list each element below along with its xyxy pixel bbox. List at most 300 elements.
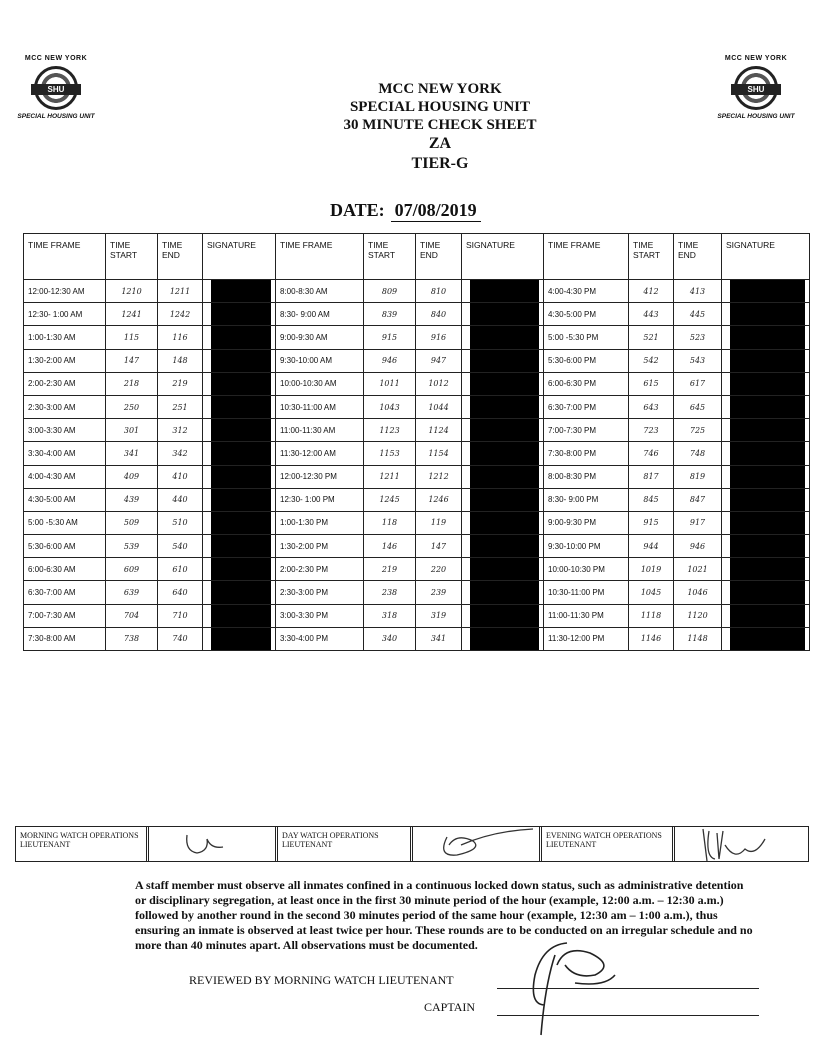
time-frame-cell: 10:30-11:00 AM xyxy=(276,395,364,418)
signature-cell xyxy=(722,465,810,488)
logo-unit-text: SPECIAL HOUSING UNIT xyxy=(717,113,795,120)
time-frame-cell: 7:30-8:00 AM xyxy=(24,627,106,650)
time-frame-cell: 2:30-3:00 PM xyxy=(276,581,364,604)
date-value: 07/08/2019 xyxy=(391,200,481,222)
time-frame-cell: 6:30-7:00 AM xyxy=(24,581,106,604)
time-frame-cell: 11:30-12:00 AM xyxy=(276,442,364,465)
time-start-cell[interactable]: 845 xyxy=(629,488,674,511)
signature-cell xyxy=(722,280,810,303)
redacted-signature xyxy=(211,326,271,349)
signature-cell xyxy=(203,627,276,650)
time-frame-cell: 1:00-1:30 PM xyxy=(276,511,364,534)
time-frame-cell: 2:00-2:30 PM xyxy=(276,558,364,581)
time-end-cell[interactable]: 1124 xyxy=(416,419,462,442)
col-time-end: TIME END xyxy=(416,234,462,280)
time-start-cell[interactable]: 944 xyxy=(629,535,674,558)
time-end-cell[interactable]: 1148 xyxy=(674,627,722,650)
time-start-cell[interactable]: 1245 xyxy=(364,488,416,511)
redacted-signature xyxy=(211,627,271,650)
redacted-signature xyxy=(730,395,805,418)
time-end-cell[interactable]: 342 xyxy=(158,442,203,465)
time-frame-cell: 3:00-3:30 PM xyxy=(276,604,364,627)
table-row xyxy=(24,511,810,534)
redacted-signature xyxy=(730,280,805,303)
table-row xyxy=(24,604,810,627)
table-row xyxy=(24,535,810,558)
redacted-signature xyxy=(730,326,805,349)
time-end-cell[interactable]: 917 xyxy=(674,511,722,534)
evening-watch-label: EVENING WATCH OPERATIONS LIEUTENANT xyxy=(546,831,662,849)
time-frame-cell: 9:00-9:30 AM xyxy=(276,326,364,349)
signature-cell xyxy=(462,604,544,627)
time-start-cell[interactable]: 1118 xyxy=(629,604,674,627)
redacted-signature xyxy=(470,581,539,604)
time-frame-cell: 7:30-8:00 PM xyxy=(544,442,629,465)
redacted-signature xyxy=(730,372,805,395)
redacted-signature xyxy=(470,627,539,650)
table-row xyxy=(24,280,810,303)
signature-cell xyxy=(722,395,810,418)
redacted-signature xyxy=(730,604,805,627)
redacted-signature xyxy=(470,558,539,581)
time-frame-cell: 8:00-8:30 PM xyxy=(544,465,629,488)
time-frame-cell: 3:00-3:30 AM xyxy=(24,419,106,442)
time-end-cell[interactable]: 1012 xyxy=(416,372,462,395)
signature-cell xyxy=(203,395,276,418)
handwritten-signature-icon xyxy=(675,827,801,861)
title-line-5: TIER-G xyxy=(411,155,469,172)
signature-cell xyxy=(203,581,276,604)
time-end-cell[interactable]: 725 xyxy=(674,419,722,442)
signature-cell xyxy=(203,535,276,558)
signature-cell xyxy=(203,349,276,372)
signature-cell xyxy=(203,280,276,303)
time-start-cell[interactable]: 542 xyxy=(629,349,674,372)
redacted-signature xyxy=(470,604,539,627)
time-end-cell[interactable]: 840 xyxy=(416,303,462,326)
time-end-cell[interactable]: 510 xyxy=(158,511,203,534)
logo-org-text: MCC NEW YORK xyxy=(24,55,88,62)
signature-cell xyxy=(203,558,276,581)
signature-cell xyxy=(722,558,810,581)
time-start-cell[interactable]: 1011 xyxy=(364,372,416,395)
time-frame-cell: 4:30-5:00 AM xyxy=(24,488,106,511)
redacted-signature xyxy=(470,303,539,326)
title-line-2: SPECIAL HOUSING UNIT xyxy=(349,99,531,115)
date-field xyxy=(330,200,481,222)
signature-cell xyxy=(722,535,810,558)
signature-cell xyxy=(462,395,544,418)
table-row xyxy=(24,442,810,465)
time-end-cell[interactable]: 1212 xyxy=(416,465,462,488)
check-table xyxy=(23,233,810,651)
time-frame-cell: 4:30-5:00 PM xyxy=(544,303,629,326)
time-start-cell[interactable]: 746 xyxy=(629,442,674,465)
time-start-cell[interactable]: 1210 xyxy=(106,280,158,303)
time-start-cell[interactable]: 1211 xyxy=(364,465,416,488)
time-frame-cell: 6:00-6:30 PM xyxy=(544,372,629,395)
shu-seal-icon: SHU xyxy=(734,66,778,110)
time-end-cell[interactable]: 946 xyxy=(674,535,722,558)
redacted-signature xyxy=(470,395,539,418)
col-time-end: TIME END xyxy=(158,234,203,280)
time-end-cell[interactable]: 710 xyxy=(158,604,203,627)
time-start-cell[interactable]: 219 xyxy=(364,558,416,581)
time-end-cell[interactable]: 148 xyxy=(158,349,203,372)
table-row xyxy=(24,465,810,488)
signature-cell xyxy=(722,349,810,372)
redacted-signature xyxy=(470,372,539,395)
signature-cell xyxy=(722,326,810,349)
time-frame-cell: 11:30-12:00 PM xyxy=(544,627,629,650)
redacted-signature xyxy=(211,303,271,326)
reviewed-by-label: REVIEWED BY MORNING WATCH LIEUTENANT xyxy=(189,973,454,987)
time-frame-cell: 6:30-7:00 PM xyxy=(544,395,629,418)
time-start-cell[interactable]: 1153 xyxy=(364,442,416,465)
time-end-cell[interactable]: 847 xyxy=(674,488,722,511)
redacted-signature xyxy=(730,511,805,534)
signature-cell xyxy=(203,419,276,442)
signature-cell xyxy=(203,465,276,488)
time-frame-cell: 3:30-4:00 AM xyxy=(24,442,106,465)
table-header-row xyxy=(24,234,810,280)
handwritten-signature-icon xyxy=(149,827,275,861)
time-start-cell[interactable]: 643 xyxy=(629,395,674,418)
redacted-signature xyxy=(470,326,539,349)
signature-cell xyxy=(462,372,544,395)
time-frame-cell: 9:00-9:30 PM xyxy=(544,511,629,534)
time-frame-cell: 5:30-6:00 AM xyxy=(24,535,106,558)
title-line-4: ZA xyxy=(428,135,452,152)
redacted-signature xyxy=(470,442,539,465)
time-frame-cell: 5:00 -5:30 AM xyxy=(24,511,106,534)
redacted-signature xyxy=(470,419,539,442)
signature-cell xyxy=(203,488,276,511)
time-end-cell[interactable]: 1021 xyxy=(674,558,722,581)
signature-cell xyxy=(203,303,276,326)
redacted-signature xyxy=(211,349,271,372)
time-end-cell[interactable]: 916 xyxy=(416,326,462,349)
col-time-end: TIME END xyxy=(674,234,722,280)
handwritten-signature-icon xyxy=(413,827,539,861)
time-frame-cell: 8:30- 9:00 AM xyxy=(276,303,364,326)
redacted-signature xyxy=(211,442,271,465)
document-title xyxy=(250,80,630,174)
signature-cell xyxy=(462,511,544,534)
signature-cell xyxy=(462,442,544,465)
time-end-cell[interactable]: 445 xyxy=(674,303,722,326)
time-end-cell[interactable]: 1044 xyxy=(416,395,462,418)
time-end-cell[interactable]: 740 xyxy=(158,627,203,650)
time-frame-cell: 10:00-10:30 PM xyxy=(544,558,629,581)
table-row xyxy=(24,581,810,604)
title-line-3: 30 MINUTE CHECK SHEET xyxy=(343,117,537,133)
time-end-cell[interactable]: 523 xyxy=(674,326,722,349)
time-start-cell[interactable]: 443 xyxy=(629,303,674,326)
time-start-cell[interactable]: 704 xyxy=(106,604,158,627)
redacted-signature xyxy=(211,395,271,418)
time-frame-cell: 11:00-11:30 PM xyxy=(544,604,629,627)
redacted-signature xyxy=(211,558,271,581)
time-start-cell[interactable]: 1043 xyxy=(364,395,416,418)
title-line-1: MCC NEW YORK xyxy=(378,81,502,97)
time-end-cell[interactable]: 119 xyxy=(416,511,462,534)
time-end-cell[interactable]: 610 xyxy=(158,558,203,581)
time-start-cell[interactable]: 318 xyxy=(364,604,416,627)
signature-cell xyxy=(722,511,810,534)
signature-cell xyxy=(722,419,810,442)
time-frame-cell: 7:00-7:30 AM xyxy=(24,604,106,627)
table-row xyxy=(24,372,810,395)
redacted-signature xyxy=(211,488,271,511)
signature-cell xyxy=(462,349,544,372)
table-row xyxy=(24,419,810,442)
signature-cell xyxy=(203,442,276,465)
time-start-cell[interactable]: 639 xyxy=(106,581,158,604)
captain-label: CAPTAIN xyxy=(424,1000,476,1014)
time-frame-cell: 1:00-1:30 AM xyxy=(24,326,106,349)
time-end-cell[interactable]: 810 xyxy=(416,280,462,303)
signature-cell xyxy=(462,419,544,442)
time-start-cell[interactable]: 946 xyxy=(364,349,416,372)
redacted-signature xyxy=(730,349,805,372)
date-label: DATE: xyxy=(330,200,385,220)
time-end-cell[interactable]: 413 xyxy=(674,280,722,303)
time-end-cell[interactable]: 1154 xyxy=(416,442,462,465)
time-start-cell[interactable]: 301 xyxy=(106,419,158,442)
table-row xyxy=(24,488,810,511)
time-end-cell[interactable]: 1246 xyxy=(416,488,462,511)
time-start-cell[interactable]: 412 xyxy=(629,280,674,303)
time-frame-cell: 3:30-4:00 PM xyxy=(276,627,364,650)
time-start-cell[interactable]: 738 xyxy=(106,627,158,650)
time-end-cell[interactable]: 947 xyxy=(416,349,462,372)
signature-cell xyxy=(462,627,544,650)
time-frame-cell: 8:30- 9:00 PM xyxy=(544,488,629,511)
time-frame-cell: 2:00-2:30 AM xyxy=(24,372,106,395)
redacted-signature xyxy=(470,511,539,534)
time-end-cell[interactable]: 116 xyxy=(158,326,203,349)
time-end-cell[interactable]: 540 xyxy=(158,535,203,558)
time-frame-cell: 12:30- 1:00 PM xyxy=(276,488,364,511)
time-frame-cell: 1:30-2:00 AM xyxy=(24,349,106,372)
time-end-cell[interactable]: 341 xyxy=(416,627,462,650)
time-frame-cell: 9:30-10:00 AM xyxy=(276,349,364,372)
signature-cell xyxy=(462,326,544,349)
time-end-cell[interactable]: 440 xyxy=(158,488,203,511)
col-time-start: TIME START xyxy=(364,234,416,280)
signature-cell xyxy=(722,488,810,511)
time-frame-cell: 12:00-12:30 PM xyxy=(276,465,364,488)
time-start-cell[interactable]: 539 xyxy=(106,535,158,558)
time-frame-cell: 5:30-6:00 PM xyxy=(544,349,629,372)
time-start-cell[interactable]: 1045 xyxy=(629,581,674,604)
time-end-cell[interactable]: 312 xyxy=(158,419,203,442)
logo-right xyxy=(706,55,806,120)
time-start-cell[interactable]: 238 xyxy=(364,581,416,604)
time-start-cell[interactable]: 340 xyxy=(364,627,416,650)
time-frame-cell: 2:30-3:00 AM xyxy=(24,395,106,418)
redacted-signature xyxy=(211,372,271,395)
time-frame-cell: 10:00-10:30 AM xyxy=(276,372,364,395)
col-signature: SIGNATURE xyxy=(722,234,810,280)
time-start-cell[interactable]: 809 xyxy=(364,280,416,303)
redacted-signature xyxy=(730,488,805,511)
redacted-signature xyxy=(730,581,805,604)
shu-seal-icon: SHU xyxy=(34,66,78,110)
time-start-cell[interactable]: 147 xyxy=(106,349,158,372)
redacted-signature xyxy=(730,419,805,442)
redacted-signature xyxy=(211,465,271,488)
signature-cell xyxy=(722,627,810,650)
time-start-cell[interactable]: 341 xyxy=(106,442,158,465)
time-start-cell[interactable]: 1146 xyxy=(629,627,674,650)
time-frame-cell: 10:30-11:00 PM xyxy=(544,581,629,604)
logo-left xyxy=(6,55,106,120)
col-signature: SIGNATURE xyxy=(203,234,276,280)
time-frame-cell: 4:00-4:30 AM xyxy=(24,465,106,488)
signature-cell xyxy=(722,303,810,326)
time-start-cell[interactable]: 839 xyxy=(364,303,416,326)
signature-cell xyxy=(462,581,544,604)
time-frame-cell: 8:00-8:30 AM xyxy=(276,280,364,303)
time-end-cell[interactable]: 219 xyxy=(158,372,203,395)
time-start-cell[interactable]: 723 xyxy=(629,419,674,442)
time-frame-cell: 11:00-11:30 AM xyxy=(276,419,364,442)
time-start-cell[interactable]: 409 xyxy=(106,465,158,488)
table-row xyxy=(24,395,810,418)
morning-watch-label: MORNING WATCH OPERATIONS LIEUTENANT xyxy=(20,831,139,849)
evening-watch-signature xyxy=(672,827,804,861)
redacted-signature xyxy=(470,349,539,372)
reviewer-signature-icon xyxy=(495,935,645,1045)
time-end-cell[interactable]: 319 xyxy=(416,604,462,627)
time-end-cell[interactable]: 645 xyxy=(674,395,722,418)
time-start-cell[interactable]: 1241 xyxy=(106,303,158,326)
morning-watch-signature xyxy=(146,827,278,861)
time-frame-cell: 1:30-2:00 PM xyxy=(276,535,364,558)
time-end-cell[interactable]: 819 xyxy=(674,465,722,488)
col-time-frame: TIME FRAME xyxy=(544,234,629,280)
time-end-cell[interactable]: 640 xyxy=(158,581,203,604)
watch-signature-strip xyxy=(15,826,809,862)
day-watch-label: DAY WATCH OPERATIONS LIEUTENANT xyxy=(282,831,379,849)
redacted-signature xyxy=(730,303,805,326)
logo-unit-text: SPECIAL HOUSING UNIT xyxy=(17,113,95,120)
time-start-cell[interactable]: 218 xyxy=(106,372,158,395)
time-start-cell[interactable]: 915 xyxy=(629,511,674,534)
signature-cell xyxy=(462,558,544,581)
table-row xyxy=(24,303,810,326)
redacted-signature xyxy=(730,627,805,650)
redacted-signature xyxy=(211,535,271,558)
col-time-start: TIME START xyxy=(629,234,674,280)
redacted-signature xyxy=(211,604,271,627)
table-row xyxy=(24,326,810,349)
observation-policy-notice: A staff member must observe all inmates confined in a continuous locked down status, such as administrative detention or disciplinary segregation, at least once in the first 30 minute period of the hour (example, 12:00 a.m. – 12:30 a.m.) followed by another round in the second 30 minutes period of the same hour (example, 12:30 am – 1:00 a.m.), thus ensuring an inmate is observed at least twice per hour. These rounds are to be conducted on an irregular schedule and no more than 40 minutes apart. All observations must be documented. xyxy=(135,878,753,952)
redacted-signature xyxy=(730,558,805,581)
signature-cell xyxy=(462,280,544,303)
time-end-cell[interactable]: 617 xyxy=(674,372,722,395)
redacted-signature xyxy=(470,280,539,303)
time-end-cell[interactable]: 1211 xyxy=(158,280,203,303)
time-start-cell[interactable]: 509 xyxy=(106,511,158,534)
time-start-cell[interactable]: 915 xyxy=(364,326,416,349)
time-start-cell[interactable]: 609 xyxy=(106,558,158,581)
time-end-cell[interactable]: 1046 xyxy=(674,581,722,604)
redacted-signature xyxy=(730,535,805,558)
table-row xyxy=(24,558,810,581)
signature-cell xyxy=(722,442,810,465)
signature-cell xyxy=(462,535,544,558)
signature-cell xyxy=(722,372,810,395)
table-row xyxy=(24,349,810,372)
time-start-cell[interactable]: 146 xyxy=(364,535,416,558)
time-end-cell[interactable]: 1120 xyxy=(674,604,722,627)
signature-cell xyxy=(722,581,810,604)
col-time-frame: TIME FRAME xyxy=(24,234,106,280)
signature-cell xyxy=(462,465,544,488)
time-frame-cell: 9:30-10:00 PM xyxy=(544,535,629,558)
redacted-signature xyxy=(470,535,539,558)
time-end-cell[interactable]: 543 xyxy=(674,349,722,372)
time-end-cell[interactable]: 220 xyxy=(416,558,462,581)
redacted-signature xyxy=(470,488,539,511)
redacted-signature xyxy=(730,442,805,465)
time-start-cell[interactable]: 1123 xyxy=(364,419,416,442)
time-start-cell[interactable]: 250 xyxy=(106,395,158,418)
time-start-cell[interactable]: 1019 xyxy=(629,558,674,581)
time-start-cell[interactable]: 115 xyxy=(106,326,158,349)
time-end-cell[interactable]: 239 xyxy=(416,581,462,604)
logo-org-text: MCC NEW YORK xyxy=(724,55,788,62)
col-signature: SIGNATURE xyxy=(462,234,544,280)
time-start-cell[interactable]: 118 xyxy=(364,511,416,534)
col-time-start: TIME START xyxy=(106,234,158,280)
time-end-cell[interactable]: 410 xyxy=(158,465,203,488)
col-time-frame: TIME FRAME xyxy=(276,234,364,280)
time-start-cell[interactable]: 817 xyxy=(629,465,674,488)
time-end-cell[interactable]: 1242 xyxy=(158,303,203,326)
time-frame-cell: 12:30- 1:00 AM xyxy=(24,303,106,326)
redacted-signature xyxy=(470,465,539,488)
time-frame-cell: 12:00-12:30 AM xyxy=(24,280,106,303)
table-row xyxy=(24,627,810,650)
day-watch-signature xyxy=(410,827,542,861)
time-frame-cell: 7:00-7:30 PM xyxy=(544,419,629,442)
redacted-signature xyxy=(211,511,271,534)
time-end-cell[interactable]: 748 xyxy=(674,442,722,465)
signature-cell xyxy=(722,604,810,627)
time-start-cell[interactable]: 521 xyxy=(629,326,674,349)
redacted-signature xyxy=(211,280,271,303)
signature-cell xyxy=(462,303,544,326)
time-start-cell[interactable]: 439 xyxy=(106,488,158,511)
time-frame-cell: 4:00-4:30 PM xyxy=(544,280,629,303)
signature-cell xyxy=(203,326,276,349)
redacted-signature xyxy=(211,581,271,604)
signature-cell xyxy=(203,372,276,395)
time-start-cell[interactable]: 615 xyxy=(629,372,674,395)
time-end-cell[interactable]: 251 xyxy=(158,395,203,418)
signature-cell xyxy=(203,604,276,627)
time-frame-cell: 5:00 -5:30 PM xyxy=(544,326,629,349)
redacted-signature xyxy=(730,465,805,488)
redacted-signature xyxy=(211,419,271,442)
time-frame-cell: 6:00-6:30 AM xyxy=(24,558,106,581)
time-end-cell[interactable]: 147 xyxy=(416,535,462,558)
signature-cell xyxy=(203,511,276,534)
